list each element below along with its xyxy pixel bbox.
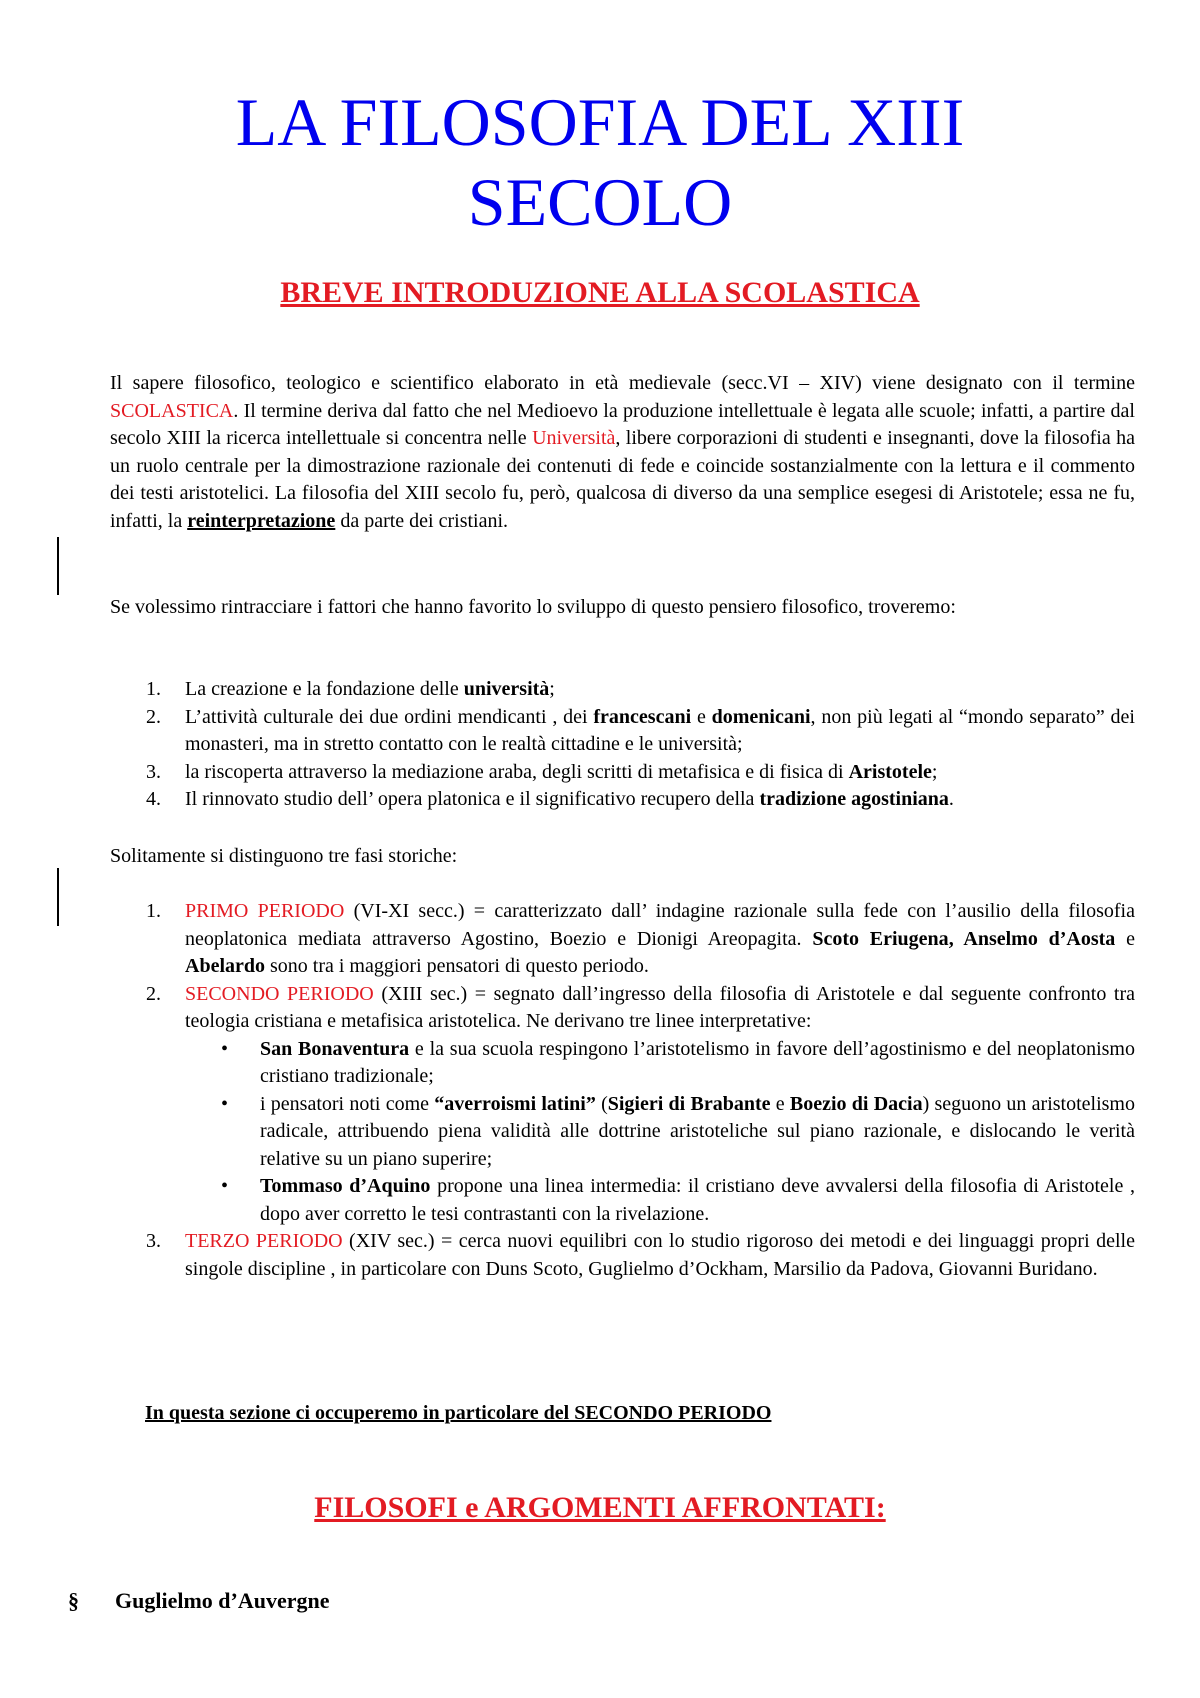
item-bold: francescani — [593, 705, 692, 728]
item-text: (XIV sec.) = cerca nuovi equilibri con lo studio rigoroso dei metodi e dei linguaggi propri delle singole discipline , in particolare con Duns Scoto, Guglielmo d’Ockham, Marsilio da Padova, Giovanni Buridano. — [185, 1230, 1135, 1280]
item-bold: Scoto Eriugena — [812, 927, 949, 950]
term-scolastica: SCOLASTICA — [110, 399, 234, 422]
page-title-line2: SECOLO — [467, 164, 733, 240]
factors-list — [110, 676, 1135, 814]
list-number: 2. — [146, 705, 161, 728]
intro-text: , libere corporazioni di studenti e insegnanti, dove la filosofia ha un ruolo centrale per la dimostrazione razionale dei contenuti di fede e coincide sostanzialmente con la lettura e il commento dei testi aristotelici. La filosofia del XIII secolo fu, però, qualcosa di diverso da una semplice esegesi di Aristotele; essa ne fu, infatti, la — [110, 427, 1136, 532]
item-bold: Anselmo d’Aosta — [963, 927, 1116, 950]
phase-item — [110, 898, 1135, 981]
philosopher-name: Guglielmo d’Auvergne — [115, 1588, 330, 1613]
item-bold: domenicani — [711, 705, 811, 728]
item-bold: “averroismi latini” — [434, 1092, 596, 1115]
item-bold: università — [463, 678, 550, 700]
item-text: propone una linea intermedia: il cristiano deve avvalersi della filosofia di Aristotele , dopo aver corretto le tesi contrastanti con la rivelazione. — [260, 1175, 1135, 1225]
item-text: la riscoperta attraverso la mediazione araba, degli scritti di metafisica e di fisica di — [185, 760, 849, 783]
item-bold: , — [948, 927, 964, 950]
interpretations-list — [185, 1036, 1135, 1229]
margin-change-bar — [57, 868, 59, 926]
item-text: , non più legati al “mondo separato” dei monasteri, ma in stretto contatto con le realtà cittadine e le università; — [185, 705, 1135, 755]
item-text: La creazione e la fondazione delle — [185, 678, 464, 700]
item-text: e — [770, 1092, 790, 1115]
intro-text: . Il termine deriva dal fatto che nel Medioevo la produzione intellettuale è legata alle scuole; infatti, a partire dal secolo XIII la ricerca intellettuale si concentra nelle — [110, 399, 1135, 449]
philosophers-heading: FILOSOFI e ARGOMENTI AFFRONTATI: — [314, 1491, 886, 1524]
intro-text: Il sapere filosofico, teologico e scientifico elaborato in età medievale (secc.VI – XIV) viene designato con il termine — [110, 372, 1135, 394]
item-text: i pensatori noti come — [260, 1092, 435, 1115]
item-text: ; — [931, 760, 938, 783]
item-text: (VI-XI secc.) = caratterizzato dall’ indagine razionale sulla fede con l’ausilio della filosofia neoplatonica mediata attraverso Agostino, Boezio e Dionigi Areopagita. — [185, 900, 1135, 950]
phases-intro: Solitamente si distinguono tre fasi storiche: — [110, 845, 458, 867]
philosopher-entry — [68, 1588, 330, 1614]
phase-label: SECONDO PERIODO — [185, 982, 374, 1005]
bullet-icon: • — [221, 1037, 229, 1060]
sub-list-item — [185, 1036, 1135, 1091]
list-item — [110, 676, 1135, 704]
item-text: e — [1115, 927, 1135, 950]
item-bold: Tommaso d’Aquino — [260, 1175, 431, 1197]
item-text: ( — [595, 1092, 608, 1115]
item-bold: Aristotele — [848, 760, 932, 783]
phases-list — [110, 898, 1135, 1283]
sub-list-item — [185, 1173, 1135, 1228]
list-item — [110, 786, 1135, 814]
item-text: ) seguono un aristotelismo radicale, attribuendo piena validità alle dottrine aristoteliche sul piano razionale, e dislocando le verità relative su un piano superire; — [260, 1092, 1135, 1170]
page-title-line1: LA FILOSOFIA DEL XIII — [235, 84, 965, 160]
phase-item — [110, 981, 1135, 1229]
item-text: ; — [549, 678, 555, 700]
item-text: e — [691, 705, 712, 728]
list-number: 3. — [146, 1230, 161, 1252]
item-text: e la sua scuola respingono l’aristotelismo in favore dell’agostinismo e del neoplatonismo cristiano tradizionale; — [260, 1037, 1135, 1087]
list-number: 1. — [146, 678, 161, 700]
phase-item — [110, 1228, 1135, 1283]
factors-intro: Se volessimo rintracciare i fattori che hanno favorito lo sviluppo di questo pensiero filosofico, troveremo: — [110, 596, 956, 618]
list-number: 3. — [146, 760, 161, 783]
item-text: (XIII sec.) = segnato dall’ingresso della filosofia di Aristotele e dal seguente confronto tra teologia cristiana e metafisica aristotelica. Ne derivano tre linee interpretative: — [185, 982, 1136, 1032]
intro-text: da parte dei cristiani. — [335, 509, 509, 532]
term-reinterpretazione: reinterpretazione — [187, 509, 336, 532]
item-bold: San Bonaventura — [260, 1037, 410, 1060]
intro-paragraph — [110, 370, 1135, 535]
item-bold: tradizione agostiniana — [759, 788, 949, 810]
phase-label: TERZO PERIODO — [185, 1230, 343, 1252]
list-item — [110, 759, 1135, 787]
list-number: 2. — [146, 982, 161, 1005]
section-subtitle: BREVE INTRODUZIONE ALLA SCOLASTICA — [280, 276, 920, 309]
margin-change-bar — [57, 537, 59, 595]
item-bold: Sigieri di Brabante — [607, 1092, 771, 1115]
list-number: 4. — [146, 788, 161, 810]
list-number: 1. — [146, 900, 161, 922]
term-universita: Università — [532, 427, 616, 449]
bullet-icon: • — [221, 1092, 229, 1115]
section-sign-icon: § — [68, 1588, 79, 1613]
section-note: In questa sezione ci occuperemo in particolare del SECONDO PERIODO — [145, 1402, 772, 1424]
item-bold: Boezio di Dacia — [789, 1092, 923, 1115]
item-text: L’attività culturale dei due ordini mendicanti , dei — [185, 705, 594, 728]
page-title — [0, 82, 1200, 242]
sub-list-item — [185, 1091, 1135, 1174]
item-bold: Abelardo — [185, 955, 265, 977]
item-text: . — [948, 788, 954, 810]
item-text: sono tra i maggiori pensatori di questo periodo. — [265, 955, 649, 977]
list-item — [110, 704, 1135, 759]
item-text: Il rinnovato studio dell’ opera platonica e il significativo recupero della — [185, 788, 760, 810]
phase-label: PRIMO PERIODO — [185, 900, 345, 922]
bullet-icon: • — [221, 1175, 229, 1197]
